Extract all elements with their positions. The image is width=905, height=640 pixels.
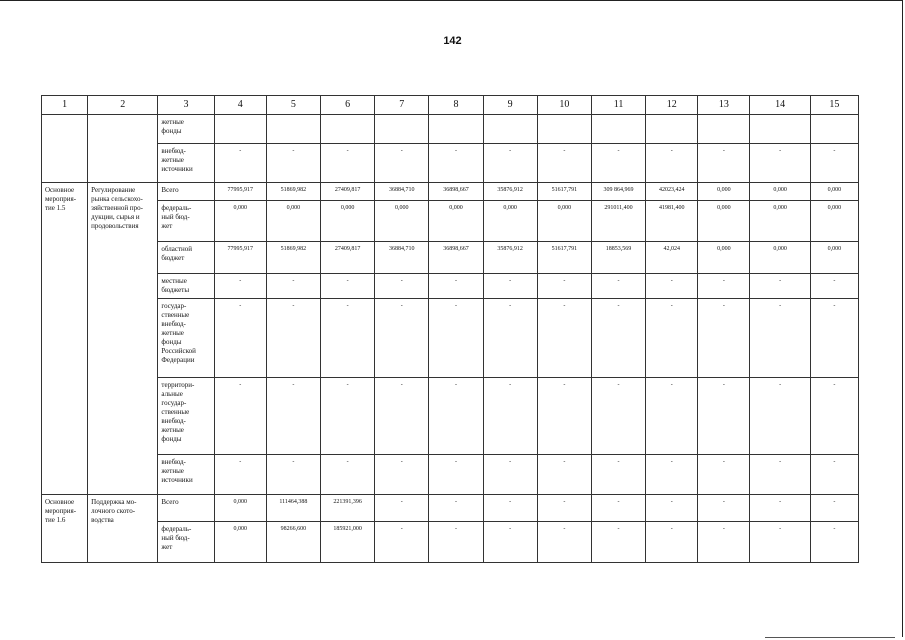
header-cell: 8 (429, 96, 483, 115)
value-cell: 309 864,969 (591, 183, 645, 201)
value-cell: - (591, 299, 645, 378)
value-cell (266, 115, 320, 144)
value-cell: 36898,667 (429, 183, 483, 201)
value-cell: - (698, 299, 750, 378)
value-cell: - (591, 274, 645, 299)
value-cell: - (698, 378, 750, 455)
value-cell: 27409,817 (320, 242, 374, 274)
value-cell: 0,000 (214, 201, 266, 242)
header-cell: 11 (591, 96, 645, 115)
value-cell: - (266, 378, 320, 455)
header-cell: 7 (375, 96, 429, 115)
table-row (42, 201, 859, 242)
value-cell: - (591, 144, 645, 183)
funding-source-cell: внебюд- жетные источники (158, 455, 214, 495)
value-cell: - (214, 274, 266, 299)
value-cell: - (537, 299, 591, 378)
value-cell: 77995,917 (214, 242, 266, 274)
value-cell: - (320, 299, 374, 378)
value-cell: - (375, 522, 429, 563)
value-cell: - (375, 144, 429, 183)
value-cell: - (698, 144, 750, 183)
measure-name-cell: Регулирование рынка сельскохо- зяйственной про- дукции, сырья и продовольствия (88, 183, 158, 495)
value-cell: 0,000 (214, 495, 266, 522)
value-cell: - (214, 455, 266, 495)
header-cell: 4 (214, 96, 266, 115)
value-cell: 0,000 (698, 201, 750, 242)
measure-name-cell (88, 115, 158, 183)
value-cell (320, 115, 374, 144)
value-cell: - (537, 378, 591, 455)
value-cell: - (320, 144, 374, 183)
table-row (42, 144, 859, 183)
value-cell: 0,000 (810, 201, 858, 242)
funding-source-cell: федераль- ный бюд- жет (158, 201, 214, 242)
value-cell: 0,000 (810, 242, 858, 274)
value-cell: 51617,791 (537, 242, 591, 274)
value-cell: - (483, 522, 537, 563)
value-cell: 0,000 (375, 201, 429, 242)
value-cell: 0,000 (320, 201, 374, 242)
value-cell: - (646, 299, 698, 378)
value-cell: - (266, 144, 320, 183)
table-row (42, 299, 859, 378)
value-cell: - (375, 299, 429, 378)
value-cell: - (375, 455, 429, 495)
table-row (42, 274, 859, 299)
table-row (42, 242, 859, 274)
value-cell: 221391,396 (320, 495, 374, 522)
value-cell: - (698, 274, 750, 299)
funding-source-cell: Всего (158, 183, 214, 201)
value-cell: - (750, 274, 810, 299)
header-cell: 12 (646, 96, 698, 115)
measure-id-cell: Основное мероприя- тие 1.6 (42, 495, 88, 563)
value-cell: - (320, 455, 374, 495)
funding-source-cell: местные бюджеты (158, 274, 214, 299)
value-cell (750, 115, 810, 144)
value-cell: 36884,710 (375, 242, 429, 274)
value-cell: 0,000 (266, 201, 320, 242)
value-cell (214, 115, 266, 144)
value-cell: 42023,424 (646, 183, 698, 201)
funding-source-cell: территори- альные государ- ственные внебюд- жетные фонды (158, 378, 214, 455)
value-cell: - (320, 274, 374, 299)
value-cell: 0,000 (750, 242, 810, 274)
funding-source-cell: жетные фонды (158, 115, 214, 144)
value-cell: 42,024 (646, 242, 698, 274)
funding-source-cell: Всего (158, 495, 214, 522)
value-cell: 185921,000 (320, 522, 374, 563)
table-row (42, 522, 859, 563)
value-cell: - (698, 495, 750, 522)
value-cell: - (810, 455, 858, 495)
funding-source-cell: государ- ственные внебюд- жетные фонды Российской Федерации (158, 299, 214, 378)
header-cell: 10 (537, 96, 591, 115)
value-cell: 36898,667 (429, 242, 483, 274)
header-cell: 15 (810, 96, 858, 115)
value-cell: - (591, 522, 645, 563)
value-cell: 98266,600 (266, 522, 320, 563)
header-cell: 1 (42, 96, 88, 115)
value-cell: - (483, 274, 537, 299)
value-cell: - (698, 522, 750, 563)
value-cell: - (266, 455, 320, 495)
value-cell: 0,000 (698, 183, 750, 201)
table-row (42, 378, 859, 455)
value-cell: 51869,982 (266, 242, 320, 274)
value-cell: - (266, 274, 320, 299)
value-cell: 18853,569 (591, 242, 645, 274)
value-cell: 36884,710 (375, 183, 429, 201)
value-cell: - (810, 144, 858, 183)
measure-id-cell: Основное мероприя- тие 1.5 (42, 183, 88, 495)
value-cell (698, 115, 750, 144)
value-cell: - (537, 455, 591, 495)
value-cell (810, 115, 858, 144)
value-cell: 0,000 (483, 201, 537, 242)
header-cell: 13 (698, 96, 750, 115)
value-cell: - (810, 495, 858, 522)
value-cell: - (375, 274, 429, 299)
value-cell: - (591, 495, 645, 522)
value-cell: 0,000 (537, 201, 591, 242)
value-cell: - (810, 378, 858, 455)
measure-name-cell: Поддержка мо- лочного ското- водства (88, 495, 158, 563)
funding-source-cell: федераль- ный бюд- жет (158, 522, 214, 563)
value-cell: 41981,400 (646, 201, 698, 242)
value-cell: - (646, 144, 698, 183)
page-number: 142 (443, 35, 462, 47)
value-cell: 35876,912 (483, 242, 537, 274)
header-cell: 14 (750, 96, 810, 115)
table-row (42, 183, 859, 201)
value-cell: - (375, 378, 429, 455)
header-cell: 9 (483, 96, 537, 115)
value-cell: 51617,791 (537, 183, 591, 201)
value-cell: - (646, 522, 698, 563)
table-row (42, 115, 859, 144)
value-cell: - (214, 144, 266, 183)
value-cell: 35876,912 (483, 183, 537, 201)
value-cell: - (320, 378, 374, 455)
header-cell: 5 (266, 96, 320, 115)
value-cell: - (429, 274, 483, 299)
value-cell: 0,000 (429, 201, 483, 242)
value-cell: 0,000 (750, 201, 810, 242)
budget-table (41, 95, 859, 563)
funding-source-cell: внебюд- жетные источники (158, 144, 214, 183)
value-cell: - (483, 455, 537, 495)
value-cell: - (750, 455, 810, 495)
value-cell: - (429, 144, 483, 183)
value-cell: - (537, 274, 591, 299)
value-cell: - (646, 455, 698, 495)
value-cell: 0,000 (810, 183, 858, 201)
value-cell: 77995,917 (214, 183, 266, 201)
value-cell (483, 115, 537, 144)
header-row (42, 96, 859, 115)
value-cell: - (810, 274, 858, 299)
value-cell: - (591, 378, 645, 455)
value-cell: - (429, 299, 483, 378)
value-cell: - (537, 495, 591, 522)
value-cell: 0,000 (750, 183, 810, 201)
funding-source-cell: областной бюджет (158, 242, 214, 274)
value-cell: - (266, 299, 320, 378)
value-cell: 291011,400 (591, 201, 645, 242)
value-cell (646, 115, 698, 144)
value-cell: - (810, 299, 858, 378)
value-cell: - (537, 522, 591, 563)
value-cell: - (214, 299, 266, 378)
value-cell: - (537, 144, 591, 183)
measure-id-cell (42, 115, 88, 183)
value-cell: - (646, 378, 698, 455)
value-cell: - (483, 495, 537, 522)
table-row (42, 455, 859, 495)
value-cell: 51869,982 (266, 183, 320, 201)
header-cell: 2 (88, 96, 158, 115)
header-cell: 3 (158, 96, 214, 115)
value-cell: 111464,388 (266, 495, 320, 522)
value-cell: - (429, 522, 483, 563)
value-cell: - (698, 455, 750, 495)
value-cell: - (810, 522, 858, 563)
value-cell: - (483, 299, 537, 378)
value-cell (429, 115, 483, 144)
value-cell: - (750, 378, 810, 455)
value-cell: - (483, 378, 537, 455)
value-cell: - (214, 378, 266, 455)
header-cell: 6 (320, 96, 374, 115)
value-cell: - (750, 522, 810, 563)
table-row (42, 495, 859, 522)
value-cell: - (375, 495, 429, 522)
value-cell: - (429, 455, 483, 495)
value-cell: 0,000 (214, 522, 266, 563)
value-cell: - (429, 378, 483, 455)
value-cell: - (429, 495, 483, 522)
value-cell: - (591, 455, 645, 495)
value-cell: 27409,817 (320, 183, 374, 201)
scan-edge-line (765, 637, 895, 638)
value-cell: - (750, 495, 810, 522)
value-cell (375, 115, 429, 144)
value-cell (537, 115, 591, 144)
value-cell: - (750, 144, 810, 183)
value-cell: - (646, 495, 698, 522)
value-cell: - (750, 299, 810, 378)
value-cell: 0,000 (698, 242, 750, 274)
value-cell (591, 115, 645, 144)
value-cell: - (646, 274, 698, 299)
value-cell: - (483, 144, 537, 183)
